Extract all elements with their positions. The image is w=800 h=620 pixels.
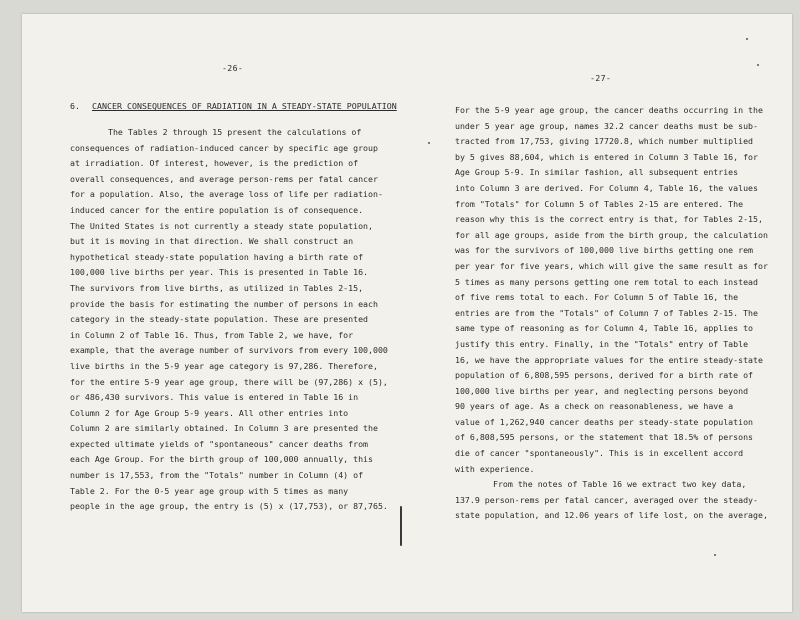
text-line: or 486,430 survivors. This value is entered in Table 16 in	[70, 392, 359, 403]
text-line: The United States is not currently a steady state population,	[70, 220, 373, 231]
paper-speck	[714, 554, 716, 556]
text-line: in Column 2 of Table 16. Thus, from Table 2, we have, for	[70, 329, 354, 340]
text-line: 137.9 person-rems per fatal cancer, averaged over the steady-	[455, 494, 758, 505]
text-line: Column 2 for Age Group 5-9 years. All other entries into	[70, 407, 349, 418]
text-line: justify this entry. Finally, in the "Totals" entry of Table	[455, 338, 749, 349]
text-line: same type of reasoning as for Column 4, Table 16, applies to	[455, 323, 754, 334]
text-line: for all age groups, aside from the birth group, the calculation	[455, 229, 768, 240]
text-line: 90 years of age. As a check on reasonableness, we have a	[455, 401, 734, 412]
text-line: example, that the average number of survivors from every 100,000	[70, 345, 388, 356]
text-line: entries are from the "Totals" of Column 7 of Tables 2-15. The	[455, 307, 758, 318]
text-line: by 5 gives 88,604, which is entered in Column 3 Table 16, for	[455, 151, 758, 162]
text-line: consequences of radiation-induced cancer by specific age group	[70, 142, 378, 153]
text-line: 5 times as many persons getting one rem total to each instead	[455, 276, 758, 287]
left-page-body	[70, 125, 388, 515]
text-line: 16, we have the appropriate values for the entire steady-state	[455, 354, 763, 365]
paper-speck	[746, 38, 748, 40]
text-line: From the notes of Table 16 we extract two key data,	[493, 479, 747, 490]
text-line: Column 2 are similarly obtained. In Column 3 are presented the	[70, 423, 378, 434]
text-line: 100,000 live births per year, and neglecting persons beyond	[455, 385, 749, 396]
text-line: of five rems total to each. For Column 5 of Table 16, the	[455, 292, 739, 303]
section-title: CANCER CONSEQUENCES OF RADIATION IN A STEADY-STATE POPULATION	[92, 101, 397, 111]
page-number-left: -26-	[222, 63, 244, 73]
paper-speck	[428, 142, 430, 144]
text-line: live births in the 5-9 year age category is 97,286. Therefore,	[70, 360, 378, 371]
document-sheet	[22, 14, 792, 612]
text-line: overall consequences, and average person-rems per fatal cancer	[70, 173, 378, 184]
text-line: each Age Group. For the birth group of 100,000 annually, this	[70, 454, 373, 465]
text-line: tracted from 17,753, giving 17720.8, which number multiplied	[455, 136, 754, 147]
text-line: of 6,808,595 persons, or the statement that 18.5% of persons	[455, 432, 754, 443]
paper-speck	[757, 64, 759, 66]
text-line: category in the steady-state population. These are presented	[70, 314, 369, 325]
text-line: For the 5-9 year age group, the cancer deaths occurring in the	[455, 105, 763, 115]
section-number: 6.	[70, 101, 80, 111]
text-line: under 5 year age group, names 32.2 cancer deaths must be sub-	[455, 120, 758, 131]
text-line: into Column 3 are derived. For Column 4, Table 16, the values	[455, 182, 758, 193]
text-line: but it is moving in that direction. We shall construct an	[70, 236, 354, 247]
text-line: was for the survivors of 100,000 live births getting one rem	[455, 245, 754, 256]
text-line: The survivors from live births, as utilized in Tables 2-15,	[70, 282, 364, 293]
right-page-body	[455, 103, 768, 524]
text-line: value of 1,262,940 cancer deaths per steady-state population	[455, 416, 754, 427]
text-line: expected ultimate yields of "spontaneous" cancer deaths from	[70, 438, 369, 449]
text-line: from "Totals" for Column 5 of Tables 2-15 are entered. The	[455, 198, 744, 209]
text-line: 100,000 live births per year. This is presented in Table 16.	[70, 267, 369, 278]
text-line: state population, and 12.06 years of life lost, on the average,	[455, 510, 768, 521]
text-line: provide the basis for estimating the number of persons in each	[70, 298, 378, 309]
text-line: Age Group 5-9. In similar fashion, all subsequent entries	[455, 167, 739, 178]
text-line: for the entire 5-9 year age group, there will be (97,286) x (5),	[70, 376, 388, 387]
text-line: reason why this is the correct entry is that, for Tables 2-15,	[455, 214, 763, 225]
text-line: induced cancer for the entire population is of consequence.	[70, 204, 364, 215]
text-line: The Tables 2 through 15 present the calculations of	[108, 127, 362, 137]
section-heading	[70, 101, 397, 111]
text-line: die of cancer "spontaneously". This is in excellent accord	[455, 448, 744, 459]
text-line: people in the age group, the entry is (5) x (17,753), or 87,765.	[70, 501, 388, 512]
page-fold-mark	[400, 506, 402, 546]
text-line: at irradiation. Of interest, however, is the prediction of	[70, 158, 359, 169]
text-line: with experience.	[455, 463, 535, 474]
text-line: Table 2. For the 0-5 year age group with 5 times as many	[70, 485, 349, 496]
text-line: per year for five years, which will give the same result as for	[455, 260, 768, 271]
text-line: hypothetical steady-state population having a birth rate of	[70, 251, 364, 262]
text-line: population of 6,808,595 persons, derived for a birth rate of	[455, 370, 754, 381]
page-number-right: -27-	[590, 73, 612, 83]
text-line: number is 17,553, from the "Totals" number in Column (4) of	[70, 470, 364, 481]
text-line: for a population. Also, the average loss of life per radiation-	[70, 189, 383, 200]
